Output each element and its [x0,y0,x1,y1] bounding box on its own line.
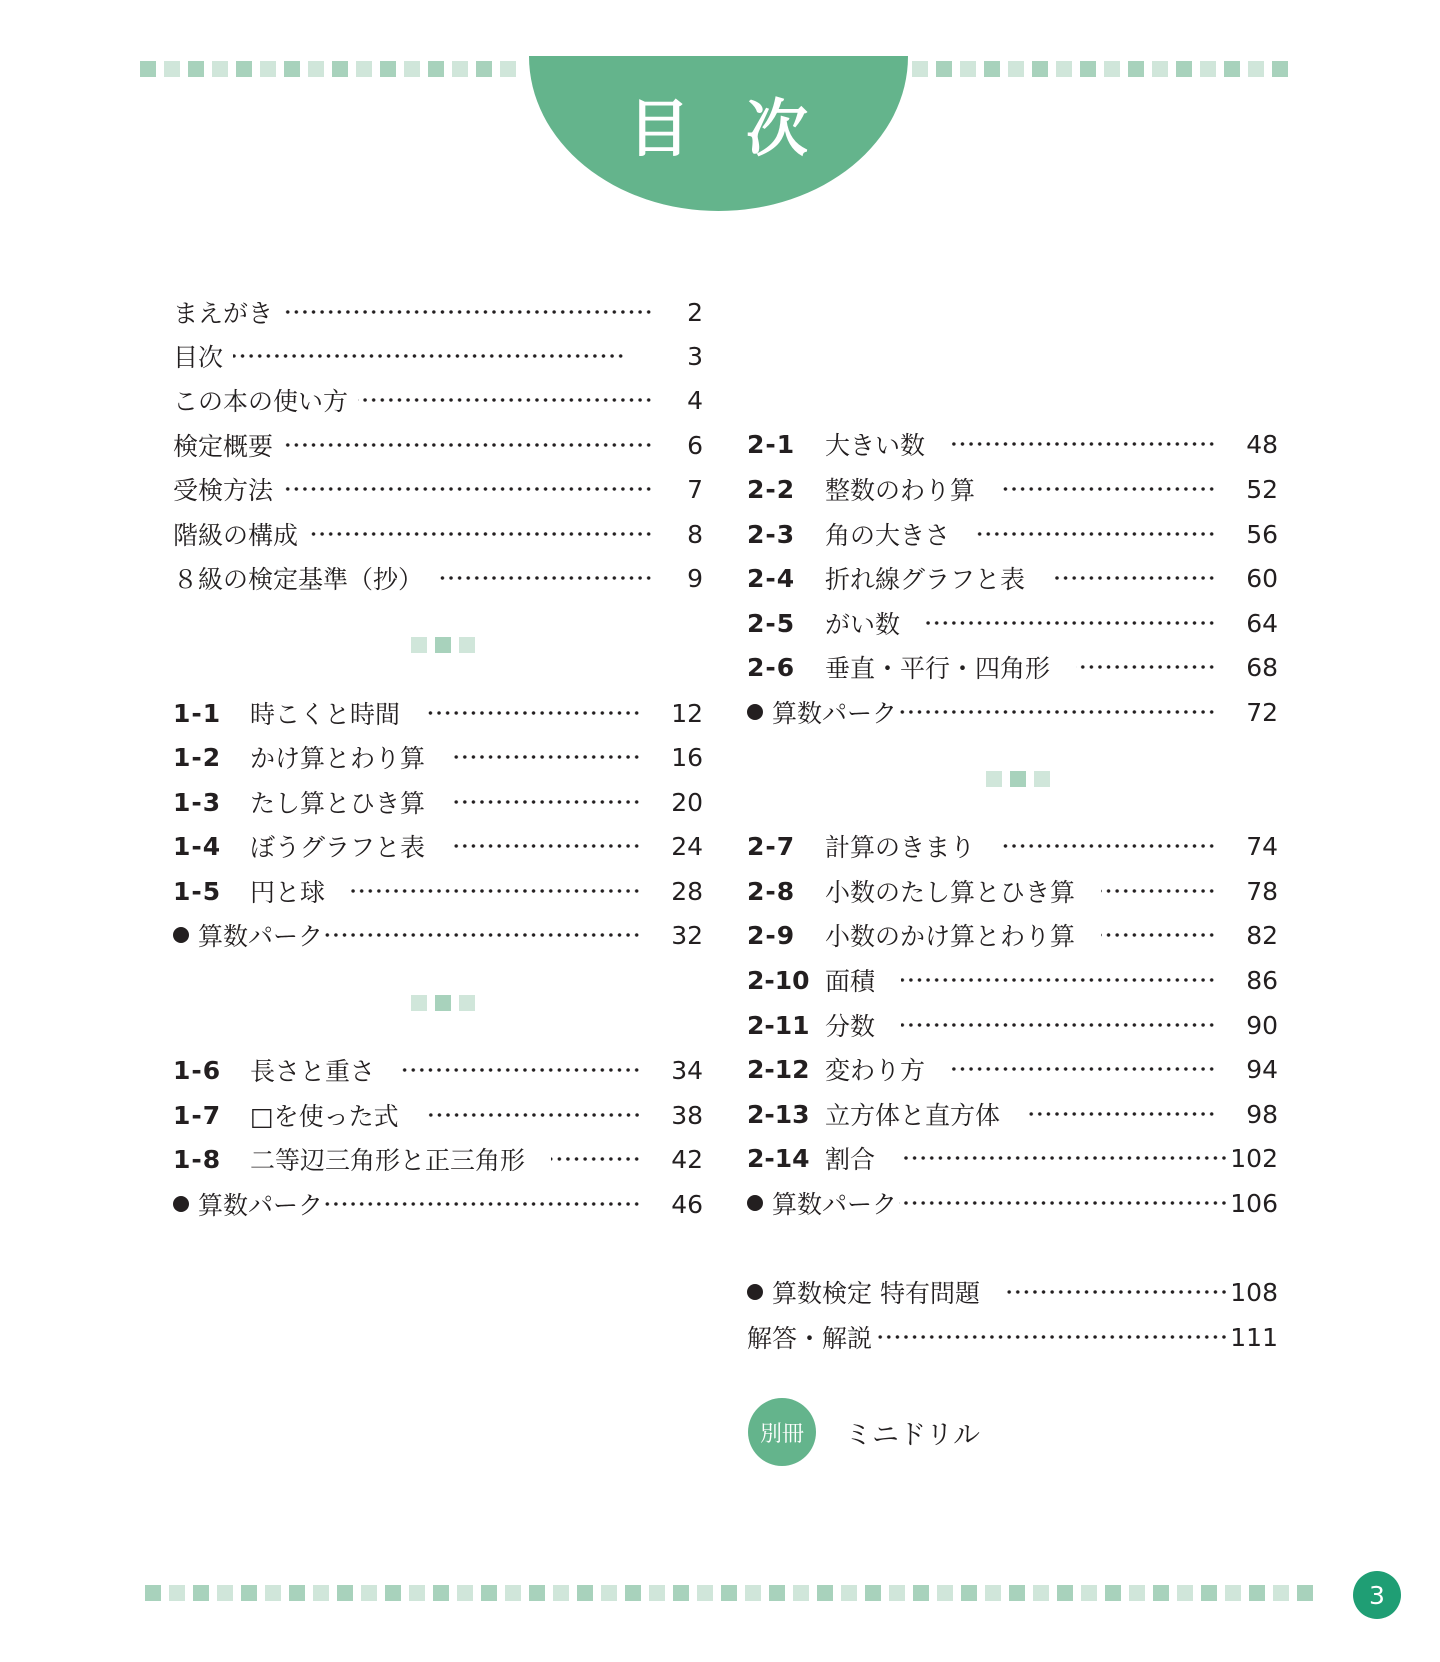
toc-entry-label: 算数パーク [772,699,898,728]
toc-chapter-entry[interactable] [747,647,1278,687]
chapter-number: 2-9 [747,920,796,950]
bullet-icon [747,1284,763,1300]
bottom-decorative-squares [145,1585,1313,1601]
bullet-icon [173,927,189,943]
leader-dots [451,844,641,848]
toc-entry-label: 時こくと時間 [250,700,401,729]
toc-entry[interactable] [173,380,703,420]
toc-entry-label: 受検方法 [173,476,274,505]
toc-entry-label: 計算のきまり [825,833,976,862]
toc-entry-label: 算数パーク [198,922,324,951]
toc-chapter-entry[interactable] [173,1095,703,1135]
leader-dots [951,442,1216,446]
toc-entry-label: まえがき [173,299,274,328]
toc-entry-label: 大きい数 [825,431,926,460]
page-number-badge: 3 [1353,1571,1401,1619]
toc-entry-page: 98 [1246,1099,1278,1129]
toc-entry-page: 12 [671,698,703,728]
chapter-number: 2-11 [747,1010,810,1040]
chapter-number: 1-1 [173,698,222,728]
toc-chapter-entry[interactable] [747,424,1278,464]
chapter-number: 1-4 [173,831,222,861]
leader-dots [901,1156,1228,1160]
toc-entry-page: 2 [687,297,703,327]
toc-entry-page: 108 [1230,1277,1278,1307]
toc-entry-label: 小数のたし算とひき算 [825,878,1076,907]
toc-entry-page: 46 [671,1189,703,1219]
toc-special-entry[interactable] [747,1272,1278,1312]
bullet-icon [747,1195,763,1211]
leader-dots [439,576,653,580]
chapter-number: 2-5 [747,608,796,638]
toc-entry-label: 小数のかけ算とわり算 [825,922,1076,951]
toc-entry-page: 56 [1246,519,1278,549]
toc-chapter-entry[interactable] [747,826,1278,866]
leader-dots [1026,1112,1216,1116]
toc-entry-page: 106 [1230,1188,1278,1218]
toc-chapter-entry[interactable] [173,782,703,822]
toc-chapter-entry[interactable] [747,960,1278,1000]
toc-entry-label: 変わり方 [825,1056,926,1085]
leader-dots [325,933,641,937]
toc-entry-page: 64 [1246,608,1278,638]
toc-entry-page: 32 [671,920,703,950]
toc-park-entry[interactable] [173,915,703,955]
leader-dots [951,1067,1216,1071]
leader-dots [1051,576,1216,580]
toc-entry[interactable] [173,469,703,509]
toc-entry-label: 目次 [173,343,224,372]
toc-entry-page: 111 [1230,1322,1278,1352]
toc-entry-page: 52 [1246,474,1278,504]
chapter-number: 2-4 [747,563,796,593]
toc-entry-label: 算数パーク [772,1190,898,1219]
toc-entry[interactable] [173,514,703,554]
leader-dots [283,443,653,447]
toc-entry-label: ぼうグラフと表 [250,833,426,862]
toc-chapter-entry[interactable] [173,871,703,911]
toc-chapter-entry[interactable] [173,693,703,733]
leader-dots [901,978,1216,982]
toc-entry[interactable] [173,336,703,376]
toc-entry-label: 二等辺三角形と正三角形 [250,1146,526,1175]
toc-chapter-entry[interactable] [747,1094,1278,1134]
chapter-number: 1-8 [173,1144,222,1174]
leader-dots [283,487,653,491]
leader-dots [283,310,653,314]
page-title-char-1: 目 [628,92,691,165]
leader-dots [1001,844,1216,848]
leader-dots [874,1335,1228,1339]
leader-dots [1006,1290,1228,1294]
toc-entry-label: 折れ線グラフと表 [825,565,1026,594]
toc-entry-page: 94 [1246,1054,1278,1084]
toc-entry-page: 34 [671,1055,703,1085]
toc-chapter-entry[interactable] [747,1005,1278,1045]
toc-entry-label: 検定概要 [173,432,274,461]
toc-entry[interactable] [173,558,703,598]
toc-entry-page: 38 [671,1100,703,1130]
toc-entry-label: 算数パーク [198,1191,324,1220]
bullet-icon [747,704,763,720]
leader-dots [1101,933,1216,937]
toc-entry-label: 算数検定 特有問題 [772,1279,980,1308]
toc-entry-page: 28 [671,876,703,906]
toc-entry-page: 4 [687,385,703,415]
chapter-number: 1-6 [173,1055,222,1085]
leader-dots [351,889,641,893]
toc-chapter-entry[interactable] [747,871,1278,911]
section-divider [411,995,475,1011]
leader-dots [451,755,641,759]
chapter-number: 2-3 [747,519,796,549]
chapter-number: 2-14 [747,1143,810,1173]
title-banner [529,56,908,211]
toc-entry[interactable] [173,292,703,332]
toc-entry-label: この本の使い方 [173,387,349,416]
toc-entry-page: 72 [1246,697,1278,727]
toc-entry-label: 割合 [825,1145,876,1174]
leader-dots [358,398,653,402]
toc-entry-page: 102 [1230,1143,1278,1173]
toc-entry-page: 42 [671,1144,703,1174]
toc-entry-page: 78 [1246,876,1278,906]
toc-entry-page: 68 [1246,652,1278,682]
chapter-number: 2-2 [747,474,796,504]
toc-entry-label: 立方体と直方体 [825,1101,1001,1130]
toc-entry-page: 3 [687,341,703,371]
toc-entry-label: 円と球 [250,878,326,907]
toc-entry-label: がい数 [825,610,901,639]
toc-entry-page: 86 [1246,965,1278,995]
leader-dots [451,800,641,804]
leader-dots [325,1202,641,1206]
leader-dots [901,1023,1216,1027]
leader-dots [551,1157,641,1161]
chapter-number: 2-8 [747,876,796,906]
toc-chapter-entry[interactable] [747,469,1278,509]
leader-dots [926,621,1216,625]
chapter-number: 2-6 [747,652,796,682]
toc-chapter-entry[interactable] [747,603,1278,643]
toc-chapter-entry[interactable] [747,558,1278,598]
leader-dots [1001,487,1216,491]
toc-entry-page: 74 [1246,831,1278,861]
toc-entry-label: 階級の構成 [173,521,299,550]
chapter-number: 2-1 [747,429,796,459]
chapter-number: 2-10 [747,965,810,995]
toc-entry-label: 整数のわり算 [825,476,976,505]
leader-dots [976,532,1216,536]
toc-entry-label: 垂直・平行・四角形 [825,654,1051,683]
toc-chapter-entry[interactable] [747,1049,1278,1089]
toc-entry-page: 48 [1246,429,1278,459]
bullet-icon [173,1196,189,1212]
chapter-number: 1-2 [173,742,222,772]
toc-chapter-entry[interactable] [173,826,703,866]
toc-entry-label: 長さと重さ [250,1057,376,1086]
toc-entry-page: 24 [671,831,703,861]
toc-chapter-entry[interactable] [747,915,1278,955]
leader-dots [1076,665,1216,669]
toc-entry-label: 角の大きさ [825,521,951,550]
toc-entry-page: 60 [1246,563,1278,593]
toc-chapter-entry[interactable] [173,737,703,777]
chapter-number: 2-7 [747,831,796,861]
leader-dots [308,532,653,536]
toc-park-entry[interactable] [747,692,1278,732]
toc-entry-page: 8 [687,519,703,549]
top-decorative-squares-right [912,61,1288,77]
leader-dots [426,711,641,715]
page-title-char-2: 次 [746,92,809,165]
chapter-number: 2-13 [747,1099,810,1129]
toc-entry-label: 解答・解説 [747,1324,873,1353]
leader-dots [401,1068,641,1072]
toc-entry-label: かけ算とわり算 [250,744,426,773]
toc-entry-page: 9 [687,563,703,593]
toc-entry-page: 20 [671,787,703,817]
chapter-number: 1-7 [173,1100,222,1130]
toc-entry[interactable] [173,425,703,465]
toc-park-entry[interactable] [747,1183,1278,1223]
toc-entry-label: ８級の検定基準（抄） [173,565,424,594]
leader-dots [899,710,1216,714]
toc-chapter-entry[interactable] [747,1138,1278,1178]
toc-entry-page: 82 [1246,920,1278,950]
toc-entry-page: 6 [687,430,703,460]
toc-entry-page: 7 [687,474,703,504]
chapter-number: 1-5 [173,876,222,906]
top-decorative-squares-left [140,61,516,77]
section-divider [986,771,1050,787]
toc-chapter-entry[interactable] [173,1050,703,1090]
toc-chapter-entry[interactable] [747,514,1278,554]
toc-chapter-entry[interactable] [173,1139,703,1179]
toc-entry-label: たし算とひき算 [250,789,426,818]
chapter-number: 2-12 [747,1054,810,1084]
leader-dots [1101,889,1216,893]
chapter-number: 1-3 [173,787,222,817]
supplement-badge: 別冊 [748,1398,816,1466]
leader-dots [233,354,625,358]
toc-entry-label: 分数 [825,1012,876,1041]
toc-entry[interactable] [747,1317,1278,1357]
leader-dots [899,1201,1228,1205]
toc-entry-label: 面積 [825,967,876,996]
toc-entry-label: □を使った式 [250,1102,399,1131]
toc-park-entry[interactable] [173,1184,703,1224]
toc-entry-page: 90 [1246,1010,1278,1040]
section-divider [411,637,475,653]
toc-entry-page: 16 [671,742,703,772]
leader-dots [425,1113,641,1117]
supplement-label[interactable]: ミニドリル [845,1420,980,1451]
